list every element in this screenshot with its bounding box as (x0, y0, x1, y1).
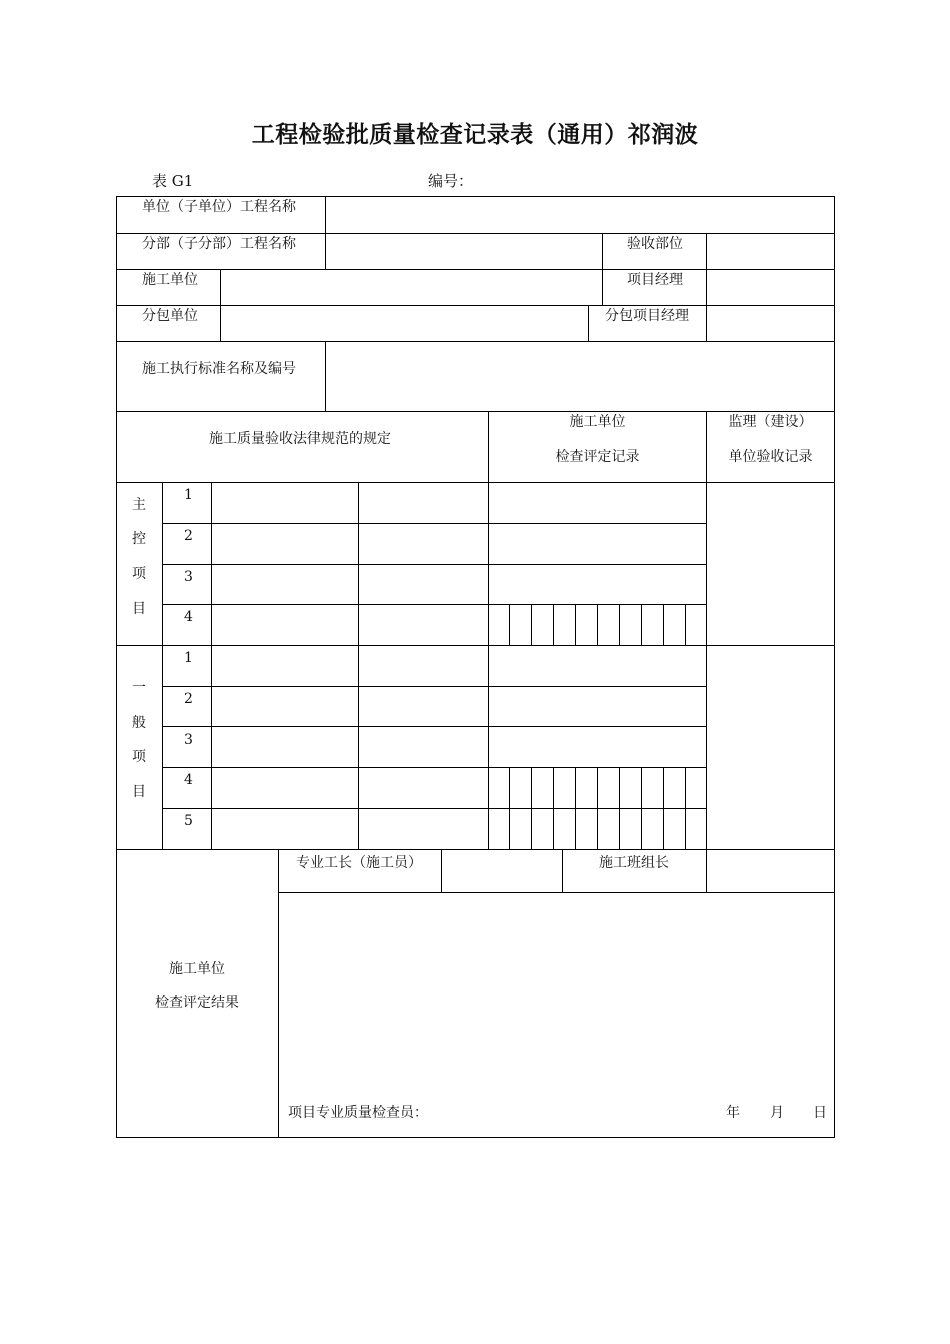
main-items-char: 控 (132, 531, 146, 547)
table-border-line (116, 269, 835, 270)
table-border-line (278, 849, 279, 1138)
general-items-char: 一 (132, 680, 146, 696)
table-border-line (162, 564, 707, 565)
regulation-header: 施工质量验收法律规范的规定 (209, 431, 391, 447)
table-border-line (685, 604, 686, 646)
table-border-line (562, 849, 563, 893)
table-border-line (162, 523, 707, 524)
table-border-line (116, 411, 835, 412)
table-border-line (441, 849, 442, 893)
table-border-line (162, 686, 707, 687)
main-items-char: 项 (132, 566, 146, 582)
general-items-char: 般 (132, 715, 146, 731)
general-items-char: 项 (132, 749, 146, 765)
table-border-line (641, 604, 642, 646)
table-border-line (619, 767, 620, 850)
subcontract-unit-label: 分包单位 (142, 308, 198, 324)
table-border-line (619, 604, 620, 646)
date-year: 年 (726, 1105, 740, 1121)
table-border-line (488, 482, 489, 850)
table-border-line (116, 645, 835, 646)
table-border-line (116, 849, 835, 850)
main-row-number: 4 (184, 609, 193, 625)
table-border-line (116, 196, 835, 197)
result-label-line2: 检查评定结果 (155, 995, 239, 1011)
result-label-line1: 施工单位 (169, 961, 225, 977)
inspection-form-table (116, 196, 835, 1138)
acceptance-part-label: 验收部位 (627, 236, 683, 252)
table-border-line (211, 482, 212, 850)
table-border-line (641, 767, 642, 850)
table-border-line (509, 604, 510, 646)
contractor-header-line1: 施工单位 (569, 414, 626, 430)
table-border-line (162, 808, 707, 809)
table-border-line (116, 341, 835, 342)
table-border-line (597, 604, 598, 646)
supervisor-header-line1: 监理（建设） (728, 414, 813, 430)
table-border-line (602, 233, 603, 306)
main-row-number: 3 (184, 569, 193, 585)
form-code: 表 G1 (152, 172, 194, 190)
standard-label: 施工执行标准名称及编号 (142, 361, 296, 377)
contractor-header-line2: 检查评定记录 (555, 449, 640, 465)
date-month: 月 (770, 1105, 784, 1121)
table-border-line (663, 767, 664, 850)
page-title: 工程检验批质量检查记录表（通用）祁润波 (251, 122, 699, 148)
date-day: 日 (813, 1105, 827, 1121)
table-border-line (162, 767, 707, 768)
table-border-line (588, 305, 589, 342)
team-leader-label: 施工班组长 (599, 855, 669, 871)
table-border-line (575, 767, 576, 850)
main-items-char: 主 (132, 497, 146, 513)
table-border-line (220, 269, 221, 342)
subcontract-manager-label: 分包项目经理 (605, 308, 689, 324)
project-manager-label: 项目经理 (627, 272, 683, 288)
table-border-line (509, 767, 510, 850)
number-label: 编号： (428, 172, 474, 190)
table-border-line (358, 482, 359, 850)
table-border-line (834, 196, 835, 1138)
table-border-line (116, 305, 835, 306)
general-row-number: 5 (184, 813, 193, 829)
table-border-line (685, 767, 686, 850)
general-items-char: 目 (132, 784, 146, 800)
general-row-number: 4 (184, 772, 193, 788)
supervisor-header-line2: 单位验收记录 (728, 449, 813, 465)
table-border-line (162, 482, 163, 850)
table-border-line (162, 604, 707, 605)
table-border-line (531, 604, 532, 646)
table-border-line (663, 604, 664, 646)
general-row-number: 1 (184, 650, 193, 666)
general-row-number: 2 (184, 691, 193, 707)
table-border-line (325, 341, 326, 412)
main-items-char: 目 (132, 601, 146, 617)
main-row-number: 2 (184, 528, 193, 544)
table-border-line (531, 767, 532, 850)
division-project-label: 分部（子分部）工程名称 (142, 236, 296, 252)
table-border-line (325, 196, 326, 270)
construction-unit-label: 施工单位 (142, 272, 198, 288)
table-border-line (116, 1137, 835, 1138)
table-border-line (706, 482, 707, 850)
foreman-label: 专业工长（施工员） (296, 855, 422, 871)
table-border-line (278, 892, 835, 893)
table-border-line (575, 604, 576, 646)
table-border-line (553, 604, 554, 646)
unit-project-label: 单位（子单位）工程名称 (142, 199, 296, 215)
table-border-line (706, 849, 707, 893)
table-border-line (706, 233, 707, 342)
table-border-line (162, 726, 707, 727)
table-border-line (597, 767, 598, 850)
table-border-line (553, 767, 554, 850)
inspector-label: 项目专业质量检查员： (288, 1105, 428, 1121)
table-border-line (116, 233, 835, 234)
main-row-number: 1 (184, 487, 193, 503)
general-row-number: 3 (184, 732, 193, 748)
table-border-line (116, 482, 835, 483)
